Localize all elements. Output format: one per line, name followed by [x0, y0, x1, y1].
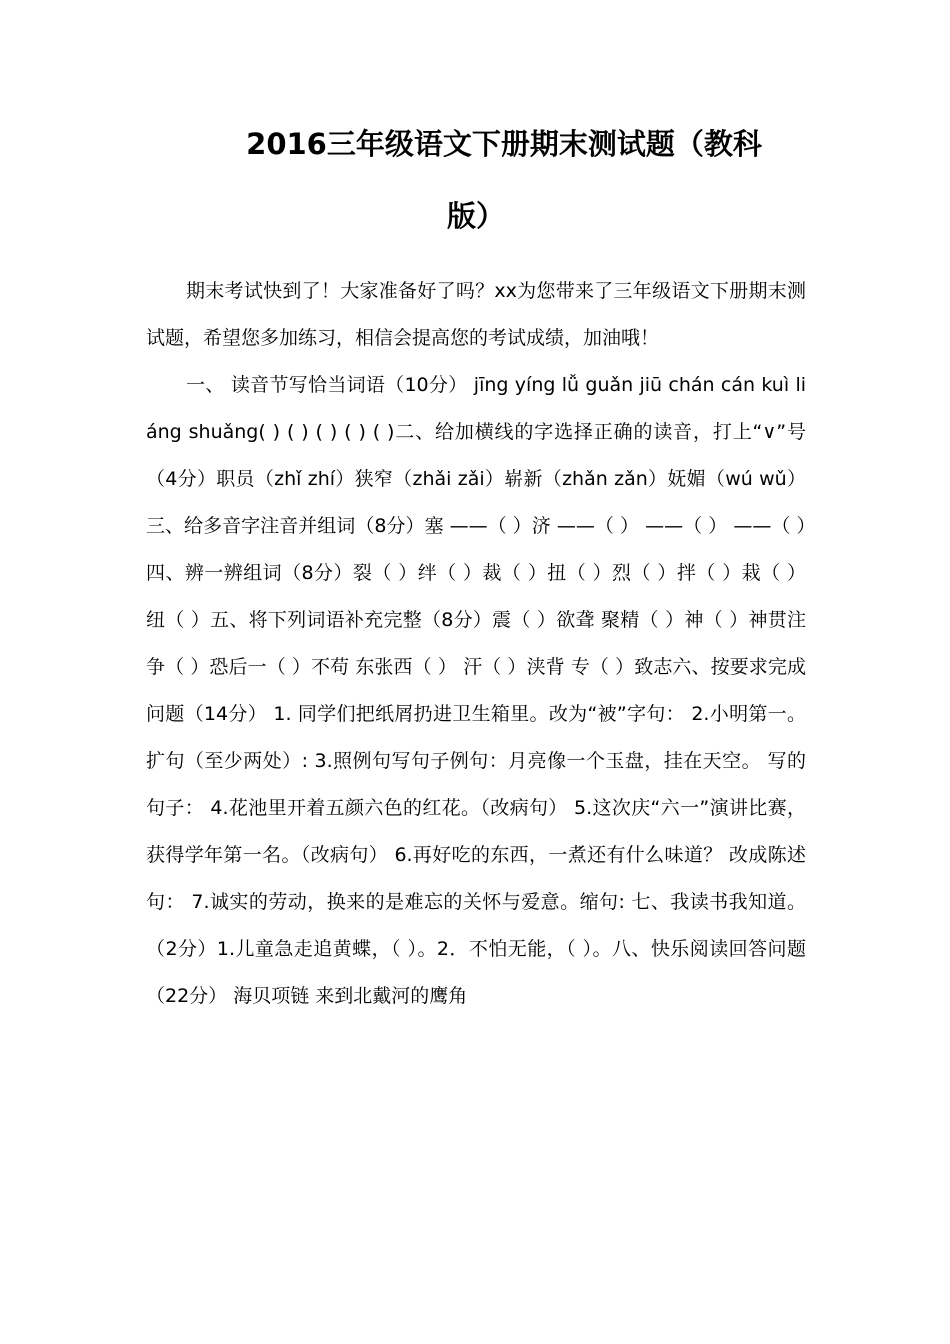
document-page	[146, 0, 806, 1020]
document-title	[146, 0, 806, 252]
title-line-1: 2016三年级语文下册期末测试题（教科	[246, 127, 762, 161]
title-line-2: 版）	[446, 199, 505, 233]
intro-paragraph: 期末考试快到了！大家准备好了吗？xx为您带来了三年级语文下册期末测试题，希望您多加练习，相信会提高您的考试成绩，加油哦！	[146, 280, 806, 349]
exam-body-paragraph: 一、 读音节写恰当词语（10分） jīng yíng lǚ guǎn jiū chán cán kuì liáng shuǎng( ) ( ) ( ) ( ) ( )二、给加横线的字选择正确的读音，打上“∨”号（4分）职员（zhǐ zhí）狭窄（zhǎi zǎi）崭新（zhǎn zǎn）妩媚（wú wǔ）三、给多音字注音并组词（8分）塞 ——（ ）济 ——（ ） ——（ ） ——（ ）四、辨一辨组词（8分）裂（ ）绊（ ）裁（ ）扭（ ）烈（ ）拌（ ）栽（ ）纽（ ）五、将下列词语补充完整（8分）震（ ）欲聋 聚精（ ）神（ ）神贯注 争（ ）恐后一（ ）不苟 东张西（ ） 汗（ ）浃背 专（ ）致志六、按要求完成问题（14分） 1. 同学们把纸屑扔进卫生箱里。改为“被”字句： 2.小明第一。扩句（至少两处）: 3.照例句写句子例句：月亮像一个玉盘，挂在天空。 写的句子： 4.花池里开着五颜六色的红花。（改病句） 5.这次庆“六一”演讲比赛，获得学年第一名。（改病句） 6.再好吃的东西，一煮还有什么味道？ 改成陈述句： 7.诚实的劳动，换来的是难忘的关怀与爱意。缩句: 七、我读书我知道。（2分）1.儿童急走追黄蝶，（ ）。2．不怕无能，（ ）。八、快乐阅读回答问题（22分） 海贝项链 来到北戴河的鹰角	[146, 374, 807, 1007]
